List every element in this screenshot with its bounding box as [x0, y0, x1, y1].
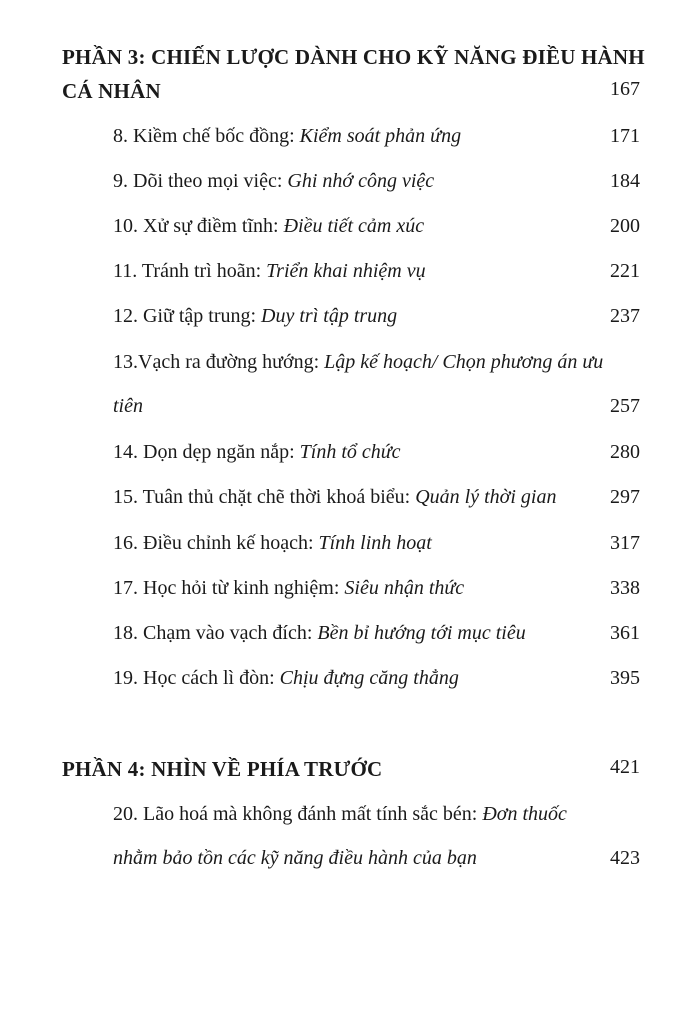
toc-entry-8: [113, 123, 640, 149]
toc-entry-prefix: 19. Học cách lì đòn:: [113, 667, 280, 689]
part-3-page-number: 167: [610, 78, 640, 100]
toc-entry-prefix: 16. Điều chỉnh kế hoạch:: [113, 532, 319, 554]
toc-entry-prefix: 11. Tránh trì hoãn:: [113, 260, 267, 282]
toc-entry-page: 317: [610, 532, 640, 554]
toc-entry-11: [113, 258, 640, 284]
toc-entry-prefix: 12. Giữ tập trung:: [113, 305, 262, 327]
toc-entry-19: [113, 665, 640, 691]
part-3-heading: [62, 40, 645, 108]
toc-entry-17: [113, 575, 640, 601]
toc-entry-title: Lập kế hoạch/ Chọn phương án ưu: [324, 351, 604, 373]
toc-entry-page: 257: [610, 395, 640, 417]
toc-entry-prefix: 10. Xử sự điềm tĩnh:: [113, 215, 284, 237]
toc-entry-prefix: 18. Chạm vào vạch đích:: [113, 622, 318, 644]
toc-entry-page: 423: [610, 847, 640, 869]
toc-entry-title: Siêu nhận thức: [344, 577, 465, 599]
toc-entry-page: 184: [610, 170, 640, 192]
toc-entry-15: [113, 484, 640, 510]
toc-entry-title: Quản lý thời gian: [415, 486, 557, 508]
toc-entry-title: Triển khai nhiệm vụ: [266, 260, 426, 282]
toc-entry-prefix: 15. Tuân thủ chặt chẽ thời khoá biểu:: [113, 486, 416, 508]
part-4-title: PHẦN 4: NHÌN VỀ PHÍA TRƯỚC: [62, 757, 383, 781]
toc-entry-16: [113, 530, 640, 556]
toc-entry-prefix: 8. Kiềm chế bốc đồng:: [113, 125, 300, 147]
part-4-page-number: 421: [610, 756, 640, 778]
toc-entry-prefix: 14. Dọn dẹp ngăn nắp:: [113, 441, 300, 463]
toc-entry-page: 221: [610, 260, 640, 282]
toc-entry-title: Bền bỉ hướng tới mục tiêu: [317, 622, 526, 644]
toc-entry-page: 200: [610, 215, 640, 237]
toc-entry-page: 338: [610, 577, 640, 599]
toc-entry-title: Điều tiết cảm xúc: [283, 215, 425, 237]
toc-entry-title: Kiểm soát phản ứng: [299, 125, 462, 147]
toc-entry-12: [113, 303, 640, 329]
toc-entry-title: Tính linh hoạt: [318, 532, 432, 554]
toc-entry-page: 395: [610, 667, 640, 689]
part-3-title-line-2: CÁ NHÂN: [62, 79, 161, 103]
toc-entry-prefix: 9. Dõi theo mọi việc:: [113, 170, 288, 192]
toc-entry-title: Ghi nhớ công việc: [287, 170, 435, 192]
toc-entry-page: 361: [610, 622, 640, 644]
toc-entry-page: 171: [610, 125, 640, 147]
toc-entry-page: 280: [610, 441, 640, 463]
toc-entry-title-continued: tiên: [113, 395, 143, 417]
toc-entry-20: [113, 801, 640, 869]
toc-entry-prefix: 20. Lão hoá mà không đánh mất tính sắc bén:: [113, 803, 483, 825]
toc-entry-title: Đơn thuốc: [482, 803, 567, 825]
toc-entry-18: [113, 620, 640, 646]
toc-entry-title: Chịu đựng căng thẳng: [279, 667, 459, 689]
toc-entry-prefix: 13.Vạch ra đường hướng:: [113, 351, 325, 373]
part-3-title-line-1: PHẦN 3: CHIẾN LƯỢC DÀNH CHO KỸ NĂNG ĐIỀU HÀNH: [62, 45, 645, 69]
toc-entry-title: Duy trì tập trung: [261, 305, 398, 327]
toc-entry-13: [113, 349, 640, 417]
toc-entry-title-continued: nhằm bảo tồn các kỹ năng điều hành của bạn: [113, 847, 477, 869]
toc-entry-9: [113, 168, 640, 194]
part-4-heading: [62, 752, 640, 786]
toc-entry-prefix: 17. Học hỏi từ kinh nghiệm:: [113, 577, 345, 599]
toc-entry-10: [113, 213, 640, 239]
toc-entry-page: 297: [610, 486, 640, 508]
toc-entry-14: [113, 439, 640, 465]
toc-entry-title: Tính tổ chức: [299, 441, 401, 463]
toc-entry-page: 237: [610, 305, 640, 327]
